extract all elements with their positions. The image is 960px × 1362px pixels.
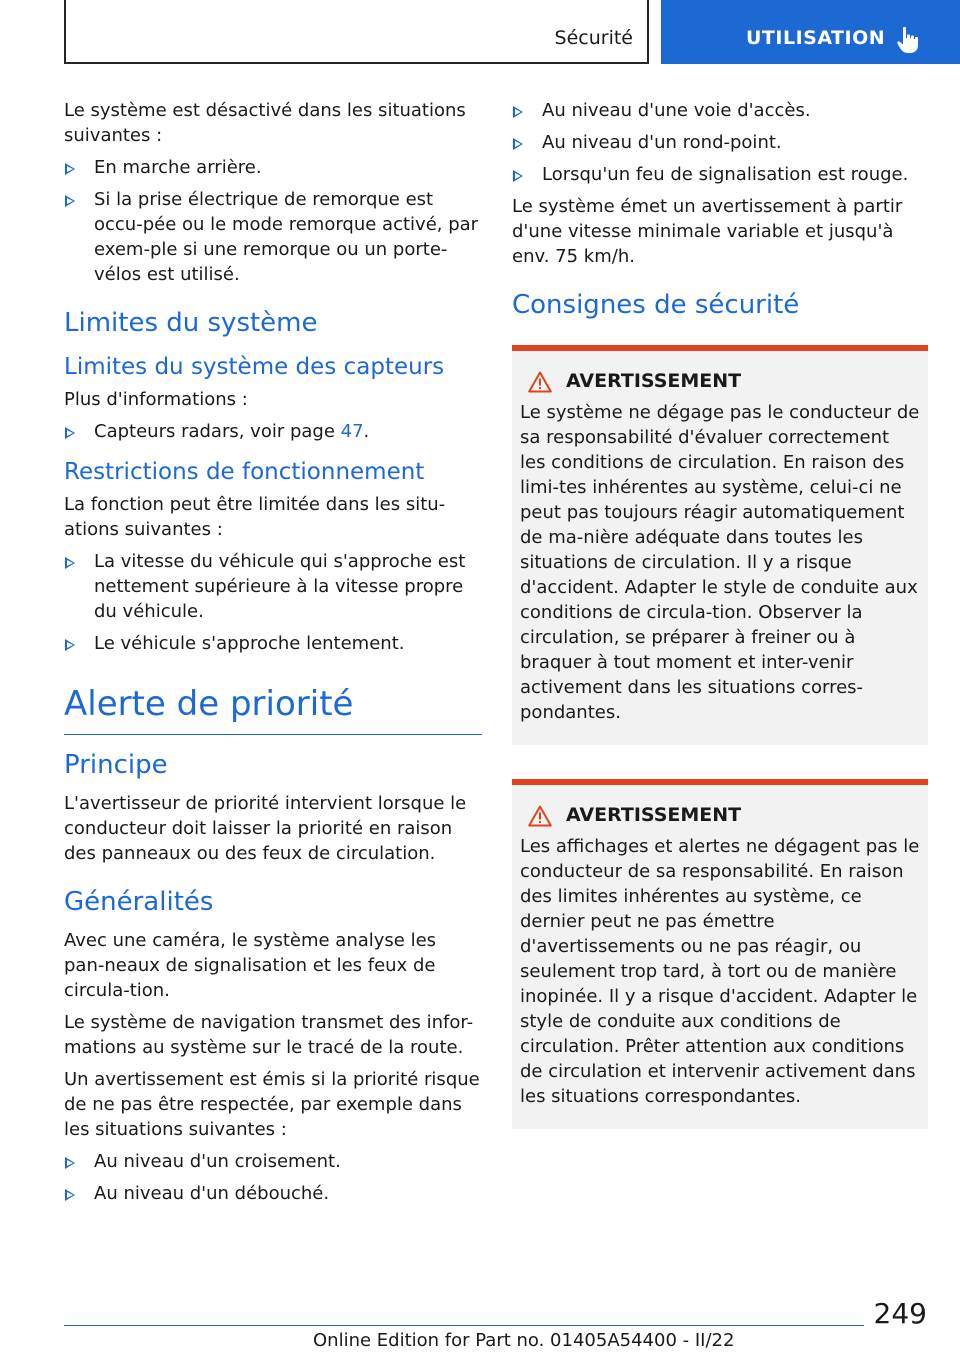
footer-edition: Online Edition for Part no. 01405A54400 - II/22 xyxy=(313,1330,735,1351)
warning-box xyxy=(512,779,928,1129)
bullet-triangle-icon xyxy=(65,1157,75,1169)
restrictions-text: La fonction peut être limitée dans les situ-ations suivantes : xyxy=(64,494,446,540)
general-heading: Généralités xyxy=(64,887,214,917)
bullet-triangle-icon xyxy=(65,195,75,207)
list-item: La vitesse du véhicule qui s'approche est nettement supérieure à la vitesse propre du véhicule. xyxy=(64,549,482,624)
chapter-title: UTILISATION xyxy=(746,27,886,49)
restrictions-list xyxy=(64,549,482,656)
situations-list xyxy=(512,98,928,187)
warning-title: AVERTISSEMENT xyxy=(520,369,920,394)
safety-heading: Consignes de sécurité xyxy=(512,290,800,320)
general-text-3: Un avertissement est émis si la priorité risque de ne pas être respectée, par exemple dans les situations suivantes : xyxy=(64,1069,480,1140)
header-section-box xyxy=(64,0,649,64)
main-heading: Alerte de priorité xyxy=(64,684,354,724)
left-column xyxy=(64,98,482,1213)
sensor-limits-heading: Limites du système des capteurs xyxy=(64,354,445,380)
list-item: Au niveau d'un rond-point. xyxy=(512,130,928,155)
list-item: Au niveau d'un croisement. xyxy=(64,1149,482,1174)
header-chapter-tab[interactable] xyxy=(661,0,960,64)
principle-heading: Principe xyxy=(64,750,168,780)
intro-list xyxy=(64,155,482,287)
principle-text: L'avertisseur de priorité intervient lorsque le conducteur doit laisser la priorité en raison des panneaux ou des feux de circulation. xyxy=(64,793,467,864)
sensor-list xyxy=(64,419,482,444)
list-item: Au niveau d'un débouché. xyxy=(64,1181,482,1206)
bullet-triangle-icon xyxy=(65,557,75,569)
bullet-triangle-icon xyxy=(65,427,75,439)
page-number: 249 xyxy=(873,1297,927,1330)
warning-triangle-icon xyxy=(528,371,552,393)
warning-box xyxy=(512,345,928,745)
list-item: Au niveau d'une voie d'accès. xyxy=(512,98,928,123)
bullet-triangle-icon xyxy=(65,163,75,175)
page-link[interactable]: 47 xyxy=(340,421,364,442)
list-item: En marche arrière. xyxy=(64,155,482,180)
footer-divider xyxy=(64,1325,864,1326)
speed-text: Le système émet un avertissement à partir d'une vitesse minimale variable et jusqu'à env. 75 km/h. xyxy=(512,196,903,267)
bullet-triangle-icon xyxy=(65,1189,75,1201)
bullet-triangle-icon xyxy=(513,138,523,150)
right-column xyxy=(512,98,928,1129)
limits-heading: Limites du système xyxy=(64,308,318,338)
general-text-2: Le système de navigation transmet des infor-mations au système sur le tracé de la route. xyxy=(64,1012,474,1058)
restrictions-heading: Restrictions de fonctionnement xyxy=(64,459,425,485)
bullet-triangle-icon xyxy=(513,170,523,182)
list-item: Lorsqu'un feu de signalisation est rouge. xyxy=(512,162,928,187)
bullet-triangle-icon xyxy=(65,639,75,651)
list-item: Si la prise électrique de remorque est occu-pée ou le mode remorque activé, par exem-ple si une remorque ou un porte-vélos est utilisé. xyxy=(64,187,482,287)
intro-text: Le système est désactivé dans les situations suivantes : xyxy=(64,100,466,146)
warning-title: AVERTISSEMENT xyxy=(520,803,920,828)
section-title: Sécurité xyxy=(554,27,633,49)
heading-divider xyxy=(64,734,482,735)
general-text-1: Avec une caméra, le système analyse les pan-neaux de signalisation et les feux de circula-tion. xyxy=(64,930,437,1001)
sensor-limits-text: Plus d'informations : xyxy=(64,389,248,410)
general-list xyxy=(64,1149,482,1206)
warning-text: Les affichages et alertes ne dégagent pas le conducteur de sa responsabilité. En raison des limites inhérentes au système, ce dernier peut ne pas émettre d'avertissements ou ne pas réagir, ou seulement trop tard, à tort ou de manière inopinée. Il y a risque d'accident. Adapter le style de conduite aux conditions de circulation. Prêter attention aux conditions de circulation et intervenir activement dans les situations correspondantes. xyxy=(520,836,920,1107)
list-item: Le véhicule s'approche lentement. xyxy=(64,631,482,656)
warning-triangle-icon xyxy=(528,805,552,827)
bullet-triangle-icon xyxy=(513,106,523,118)
list-item: Capteurs radars, voir page 47. xyxy=(64,419,482,444)
pointing-hand-icon xyxy=(897,26,921,54)
warning-text: Le système ne dégage pas le conducteur de sa responsabilité d'évaluer correctement les conditions de circulation. En raison des limi-tes inhérentes au système, celui-ci ne peut pas toujours réagir automatiquement de ma-nière adéquate dans toutes les situations de circulation. Il y a risque d'accident. Adapter le style de conduite aux conditions de circula-tion. Observer la circulation, se préparer à freiner ou à braquer à tout moment et inter-venir activement dans les situations corres-pondantes. xyxy=(520,402,920,723)
